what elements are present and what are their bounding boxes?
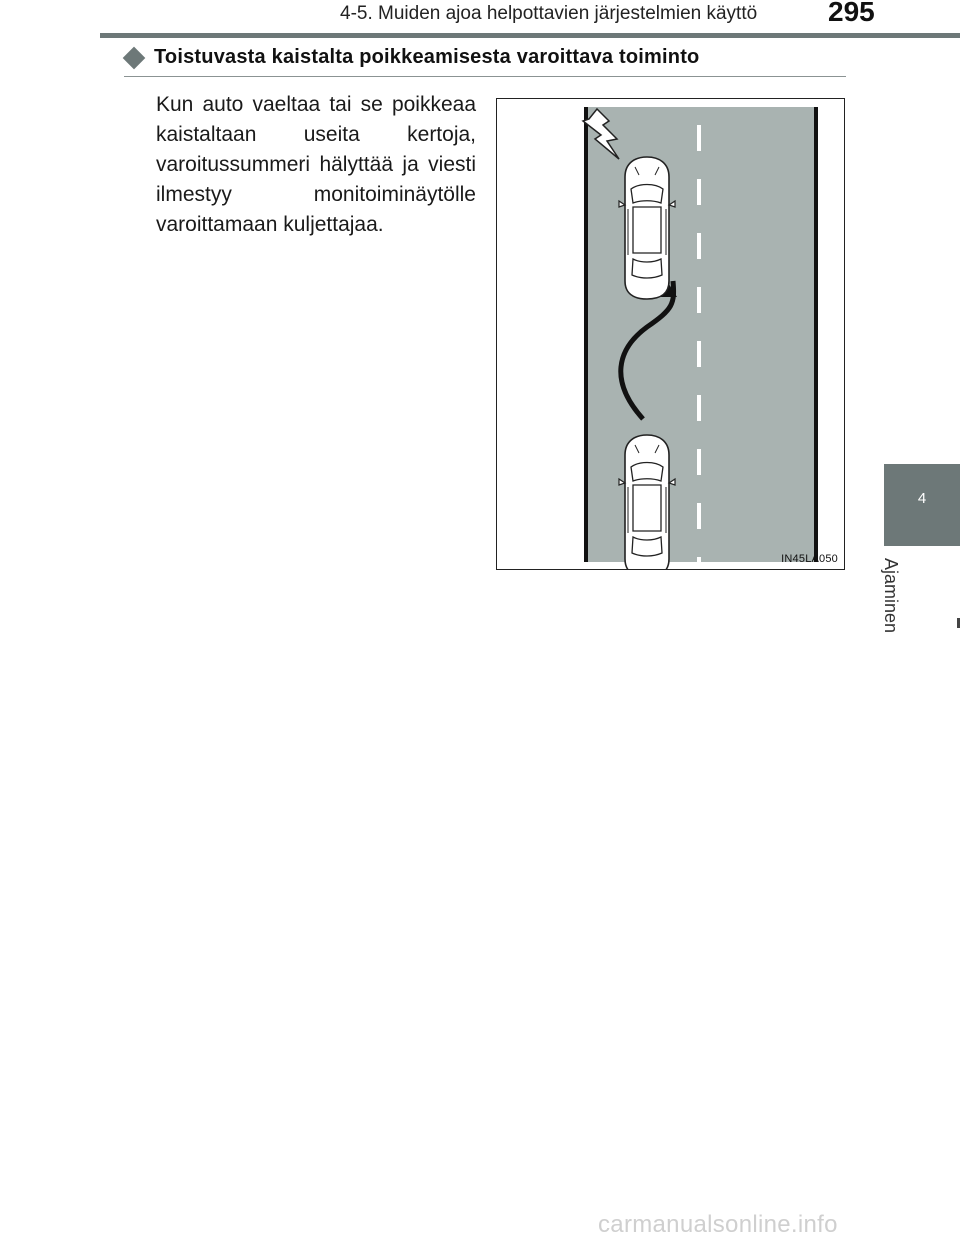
header-rule — [100, 33, 960, 38]
road-diagram — [497, 99, 844, 569]
road-surface — [587, 107, 815, 562]
watermark-text: carmanualsonline.info — [598, 1211, 838, 1238]
section-heading-text: Toistuvasta kaistalta poikkeamisesta varoittava toiminto — [154, 46, 700, 68]
car-upper — [619, 157, 675, 299]
running-header: 4-5. Muiden ajoa helpottavien järjestelmien käyttö — [340, 3, 758, 24]
body-paragraph: Kun auto vaeltaa tai se poikkeaa kaistaltaan useita kertoja, varoitussummeri hälyttää ja viesti ilmestyy monitoiminäytölle varoittamaan kuljettajaa. — [156, 93, 476, 236]
heading-rule — [124, 76, 846, 77]
figure-code: IN45LA050 — [781, 553, 838, 565]
car-lower — [619, 435, 675, 569]
diamond-icon — [123, 46, 146, 69]
lane-departure-illustration — [496, 98, 845, 570]
section-heading — [126, 46, 699, 69]
chapter-label-text: Ajaminen — [881, 558, 901, 634]
page-number: 295 — [828, 0, 875, 27]
chapter-number: 4 — [917, 490, 927, 507]
chapter-tab — [884, 464, 960, 546]
chapter-label — [880, 558, 932, 648]
